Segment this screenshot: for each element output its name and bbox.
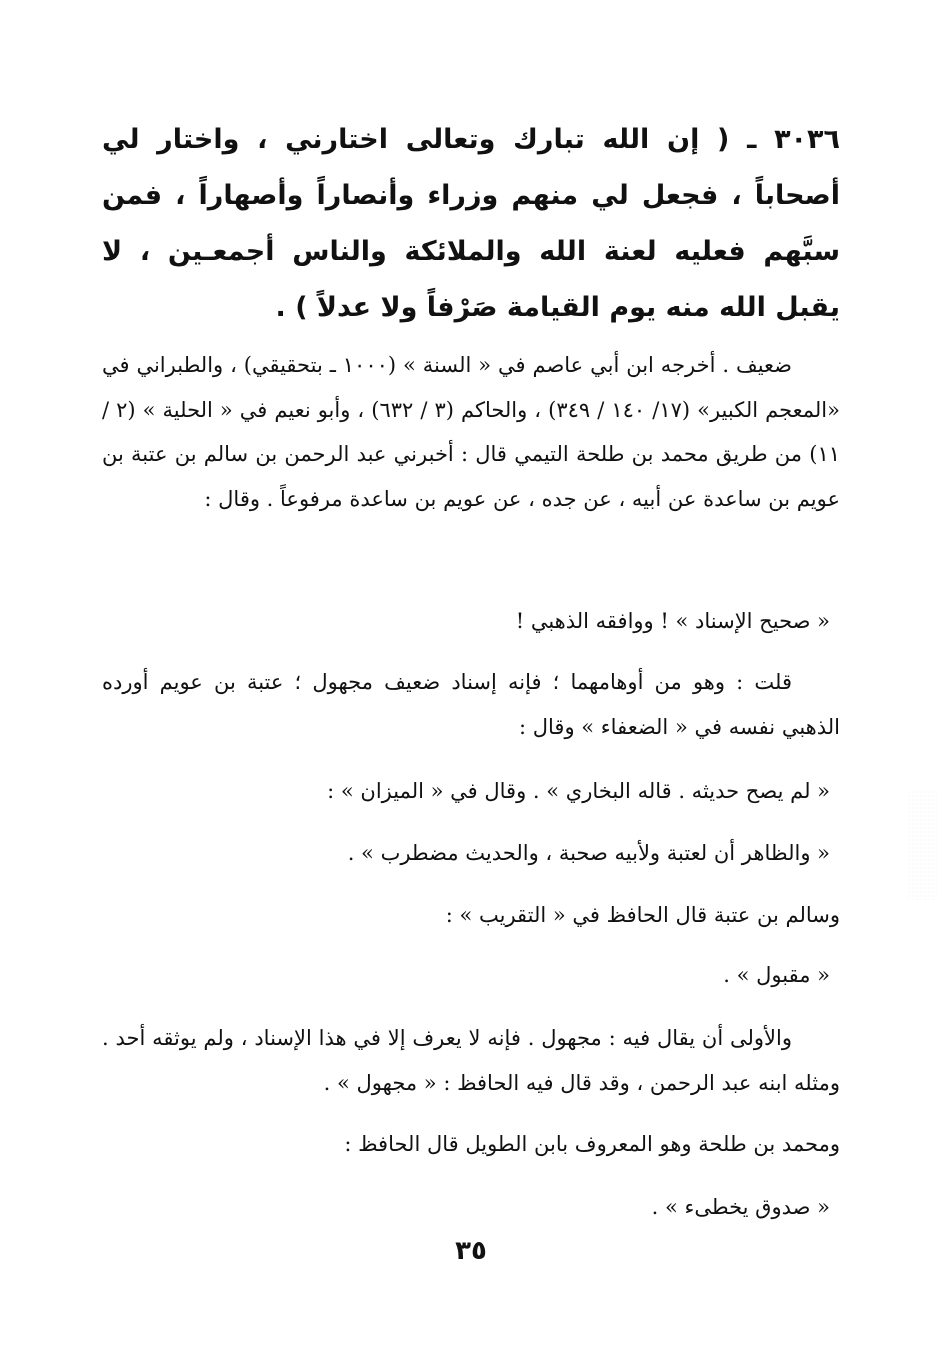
qultu-paragraph: قلت : وهو من أوهامهما ؛ فإنه إسناد ضعيف مجهول ؛ عتبة بن عويم أورده الذهبي نفسه في « الضعفاء » وقال : xyxy=(102,670,840,739)
quote-zahir: « والظاهر أن لعتبة ولأبيه صحبة ، والحديث مضطرب » . xyxy=(347,841,830,865)
hadith-text: ٣٠٣٦ ـ ( إن الله تبارك وتعالى اختارني ، واختار لي أصحاباً ، فجعل لي منهم وزراء وأنصاراً وأصهاراً ، فمن سبَّهم فعليه لعنة الله والملائكة والناس أجمعـين ، لا يقبل الله منه يوم القيامة صَرْفاً ولا عدلاً ) . xyxy=(102,124,840,323)
quote-maqbul: « مقبول » . xyxy=(723,963,830,987)
page-number: ٣٥ xyxy=(455,1236,487,1266)
quote-bukhari: « لم يصح حديثه . قاله البخاري » . وقال في « الميزان » : xyxy=(327,779,830,803)
awla-paragraph: والأولى أن يقال فيه : مجهول . فإنه لا يعرف إلا في هذا الإسناد ، ولم يوثقه أحد . ومثله ابنه عبد الرحمن ، وقد قال فيه الحافظ : « مجهول » . xyxy=(102,1026,840,1095)
scan-noise xyxy=(907,790,937,900)
quote-hakim: « صحيح الإسناد » ! ووافقه الذهبي ! xyxy=(515,609,830,633)
muhammad-paragraph: ومحمد بن طلحة وهو المعروف بابن الطويل قال الحافظ : xyxy=(344,1132,840,1156)
salim-paragraph: وسالم بن عتبة قال الحافظ في « التقريب » : xyxy=(445,903,840,927)
takhrij-paragraph: ضعيف . أخرجه ابن أبي عاصم في « السنة » (١٠٠٠ ـ بتحقيقي) ، والطبراني في «المعجم الكبير» (١٧/ ١٤٠ / ٣٤٩) ، والحاكم (٣ / ٦٣٢) ، وأبو نعيم في « الحلية » (٢ / ١١) من طريق محمد بن طلحة التيمي قال : أخبرني عبد الرحمن بن سالم بن عتبة بن عويم بن ساعدة عن أبيه ، عن جده ، عن عويم بن ساعدة مرفوعاً . وقال : xyxy=(102,353,840,511)
quote-saduq: « صدوق يخطىء » . xyxy=(651,1195,830,1219)
